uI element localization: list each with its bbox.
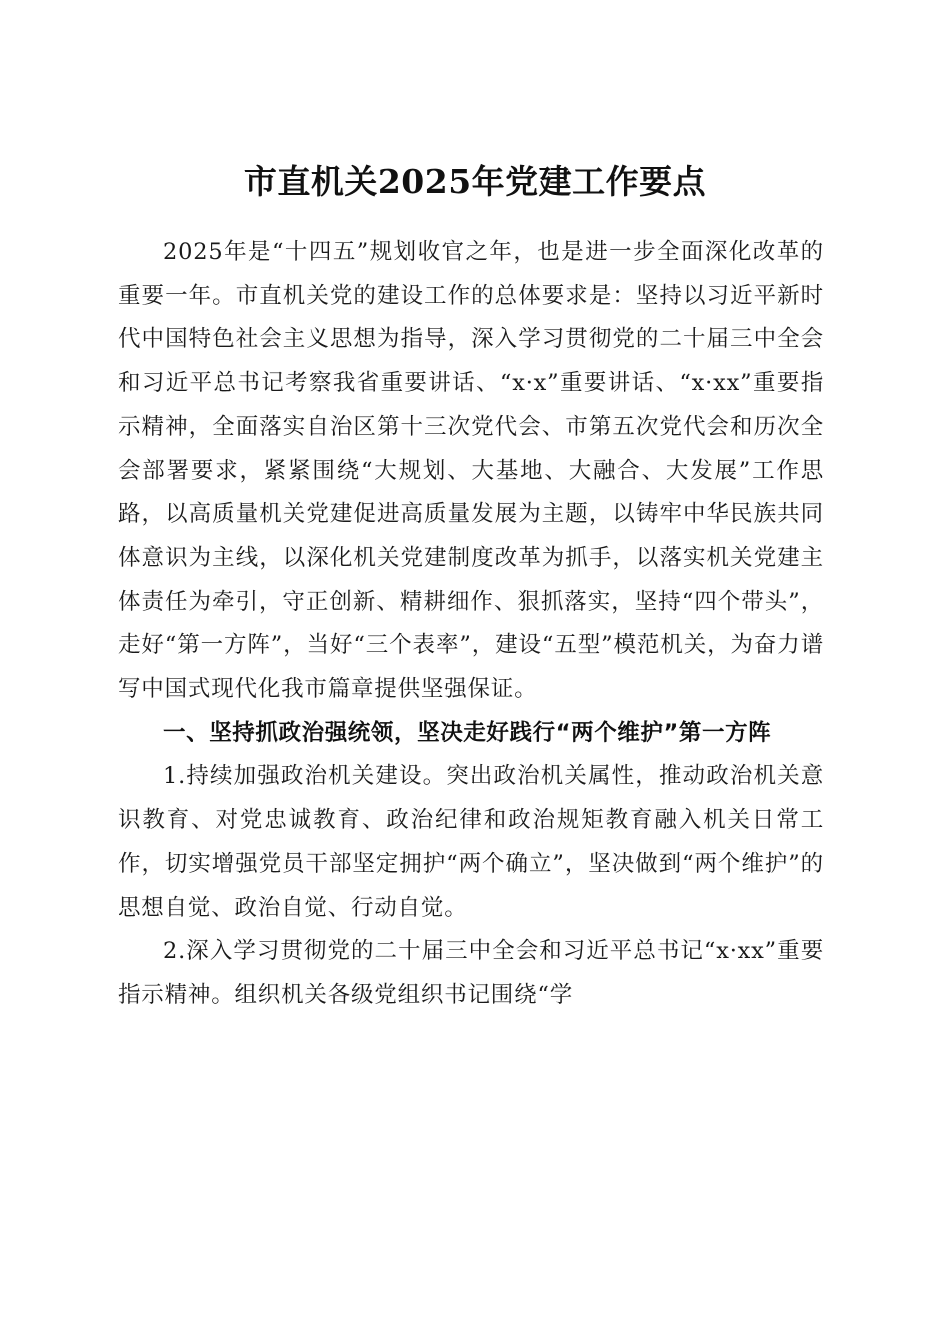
intro-paragraph: 2025年是“十四五”规划收官之年，也是进一步全面深化改革的重要一年。市直机关党的建设工作的总体要求是：坚持以习近平新时代中国特色社会主义思想为指导，深入学习贯彻党的二十届三中全会和习近平总书记考察我省重要讲话、“x·x”重要讲话、“x·xx”重要指示精神，全面落实自治区第十三次党代会、市第五次党代会和历次全会部署要求，紧紧围绕“大规划、大基地、大融合、大发展”工作思路，以高质量机关党建促进高质量发展为主题，以铸牢中华民族共同体意识为主线，以深化机关党建制度改革为抓手，以落实机关党建主体责任为牵引，守正创新、精耕细作、狠抓落实，坚持“四个带头”，走好“第一方阵”，当好“三个表率”，建设“五型”模范机关，为奋力谱写中国式现代化我市篇章提供坚强保证。 [118,239,824,703]
section-heading-1: 一、坚持抓政治强统领，坚决走好践行“两个维护”第一方阵 [163,719,772,746]
document-title: 市直机关2025年党建工作要点 [243,162,707,202]
list-item-2: 2.深入学习贯彻党的二十届三中全会和习近平总书记“x·xx”重要指示精神。组织机关各级党组织书记围绕“学 [118,938,824,1008]
document-body [118,231,824,1018]
list-item-1: 1.持续加强政治机关建设。突出政治机关属性，推动政治机关意识教育、对党忠诚教育、政治纪律和政治规矩教育融入机关日常工作，切实增强党员干部坚定拥护“两个确立”，坚决做到“两个维护”的思想自觉、政治自觉、行动自觉。 [118,763,824,921]
